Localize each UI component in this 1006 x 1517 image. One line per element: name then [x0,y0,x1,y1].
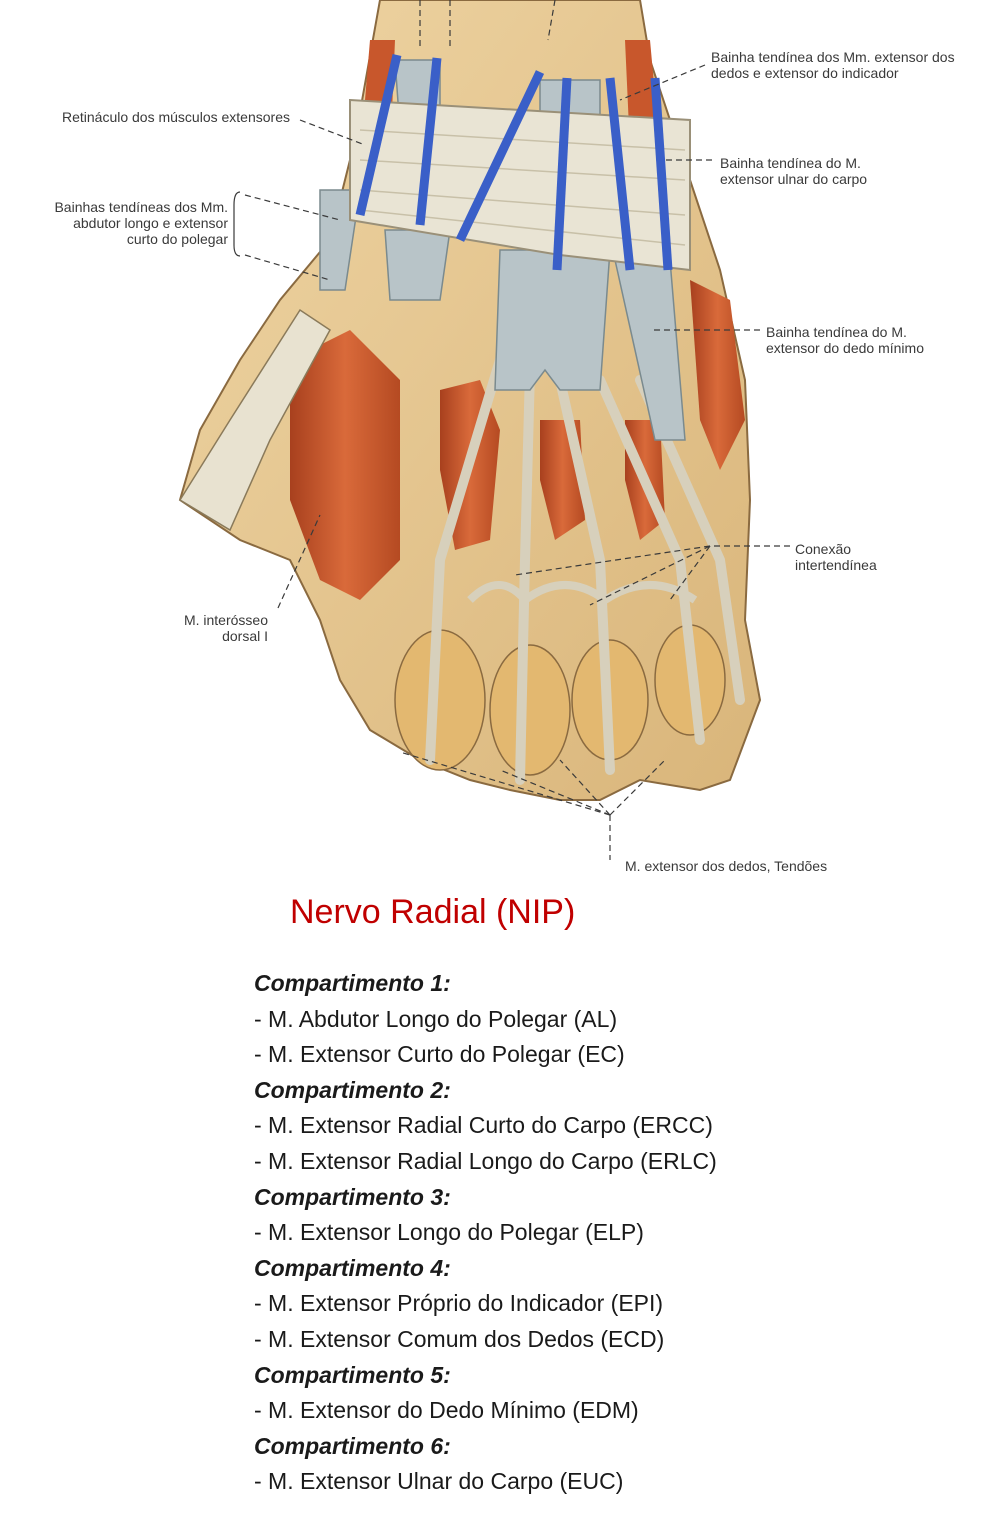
compartment-item: - M. Extensor Próprio do Indicador (EPI) [254,1290,664,1317]
bracket-abdutor [234,192,240,256]
label-interosseo: M. interósseo dorsal I [183,612,268,644]
compartment-title: Compartimento 4: [254,1254,451,1281]
compartment-title: Compartimento 3: [254,1183,451,1210]
knuckle-2 [490,645,570,775]
compartment-item: - M. Extensor Radial Curto do Carpo (ERCC) [254,1112,713,1139]
compartment-2 [254,1073,954,1180]
compartment-3 [254,1180,954,1251]
compartment-title: Compartimento 2: [254,1076,451,1103]
compartment-4 [254,1251,954,1358]
label-bainha-dedo-minimo: Bainha tendínea do M. extensor do dedo mínimo [766,324,924,356]
compartment-item: - M. Abdutor Longo do Polegar (AL) [254,1005,618,1032]
label-bainhas-abdutor: Bainhas tendíneas dos Mm. abdutor longo e extensor curto do polegar [54,199,228,247]
label-bainha-extensor-dedos: Bainha tendínea dos Mm. extensor dos dedos e extensor do indicador [711,49,955,81]
compartment-list [254,966,954,1500]
compartment-item: - M. Extensor Radial Longo do Carpo (ERLC) [254,1147,717,1174]
compartment-6 [254,1429,954,1500]
compartment-item: - M. Extensor Curto do Polegar (EC) [254,1041,625,1068]
compartment-title: Compartimento 1: [254,970,451,996]
compartment-item: - M. Extensor Longo do Polegar (ELP) [254,1219,644,1246]
label-retinaculo: Retináculo dos músculos extensores [61,109,290,125]
section-heading: Nervo Radial (NIP) [290,893,576,931]
label-bainha-extensor-ulnar: Bainha tendínea do M. extensor ulnar do carpo [720,155,868,187]
compartment-item: - M. Extensor Comum dos Dedos (ECD) [254,1325,665,1352]
label-conexao: Conexão intertendínea [795,541,877,573]
compartment-1 [254,966,954,1073]
label-extensor-dedos: M. extensor dos dedos, Tendões [625,858,828,874]
compartment-5 [254,1358,954,1429]
compartment-title: Compartimento 5: [254,1361,451,1388]
compartment-item: - M. Extensor do Dedo Mínimo (EDM) [254,1397,639,1424]
compartment-item: - M. Extensor Ulnar do Carpo (EUC) [254,1468,624,1495]
compartment-title: Compartimento 6: [254,1432,451,1459]
